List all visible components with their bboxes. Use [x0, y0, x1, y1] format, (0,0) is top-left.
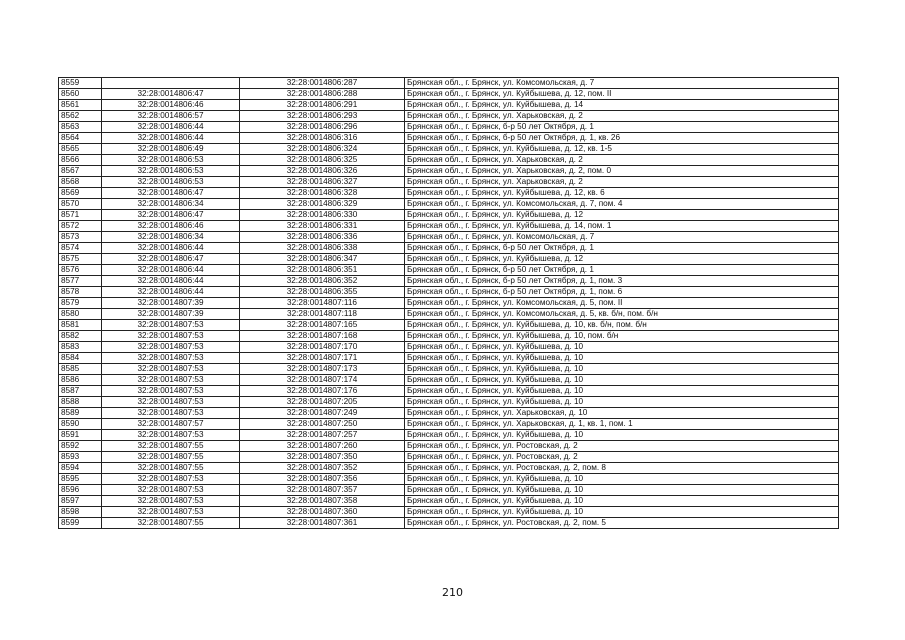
cadastral-number-cell: 32:28:0014806:355 [240, 287, 405, 298]
row-number-cell: 8598 [59, 507, 102, 518]
parent-cadastral-number-cell: 32:28:0014806:46 [102, 221, 240, 232]
row-number-cell: 8588 [59, 397, 102, 408]
table-row [59, 89, 839, 100]
address-cell: Брянская обл., г. Брянск, ул. Харьковская, д. 2 [405, 155, 839, 166]
parent-cadastral-number-cell: 32:28:0014806:49 [102, 144, 240, 155]
table-row [59, 122, 839, 133]
row-number-cell: 8590 [59, 419, 102, 430]
cadastral-number-cell: 32:28:0014806:328 [240, 188, 405, 199]
table-row [59, 507, 839, 518]
cadastral-number-cell: 32:28:0014806:291 [240, 100, 405, 111]
address-cell: Брянская обл., г. Брянск, б-р 50 лет Октября, д. 1 [405, 243, 839, 254]
cadastral-number-cell: 32:28:0014806:327 [240, 177, 405, 188]
table-row [59, 364, 839, 375]
row-number-cell: 8566 [59, 155, 102, 166]
cadastral-number-cell: 32:28:0014807:361 [240, 518, 405, 529]
parent-cadastral-number-cell: 32:28:0014806:47 [102, 254, 240, 265]
parent-cadastral-number-cell: 32:28:0014807:55 [102, 452, 240, 463]
parent-cadastral-number-cell: 32:28:0014807:57 [102, 419, 240, 430]
address-cell: Брянская обл., г. Брянск, ул. Куйбышева, д. 10 [405, 397, 839, 408]
row-number-cell: 8581 [59, 320, 102, 331]
table-row [59, 188, 839, 199]
cadastral-number-cell: 32:28:0014807:116 [240, 298, 405, 309]
table-row [59, 232, 839, 243]
table-row [59, 463, 839, 474]
row-number-cell: 8578 [59, 287, 102, 298]
address-cell: Брянская обл., г. Брянск, ул. Харьковская, д. 2 [405, 177, 839, 188]
address-cell: Брянская обл., г. Брянск, ул. Куйбышева, д. 10 [405, 485, 839, 496]
row-number-cell: 8568 [59, 177, 102, 188]
parent-cadastral-number-cell: 32:28:0014807:53 [102, 397, 240, 408]
parent-cadastral-number-cell: 32:28:0014807:55 [102, 463, 240, 474]
table-row [59, 320, 839, 331]
row-number-cell: 8559 [59, 78, 102, 89]
parent-cadastral-number-cell: 32:28:0014806:44 [102, 276, 240, 287]
cadastral-number-cell: 32:28:0014807:350 [240, 452, 405, 463]
address-cell: Брянская обл., г. Брянск, б-р 50 лет Октября, д. 1 [405, 265, 839, 276]
row-number-cell: 8595 [59, 474, 102, 485]
table-row [59, 78, 839, 89]
cadastral-number-cell: 32:28:0014806:347 [240, 254, 405, 265]
address-cell: Брянская обл., г. Брянск, ул. Куйбышева, д. 10 [405, 496, 839, 507]
table-row [59, 430, 839, 441]
cadastral-number-cell: 32:28:0014807:173 [240, 364, 405, 375]
table-row [59, 342, 839, 353]
parent-cadastral-number-cell: 32:28:0014807:53 [102, 474, 240, 485]
table-row [59, 452, 839, 463]
row-number-cell: 8565 [59, 144, 102, 155]
row-number-cell: 8585 [59, 364, 102, 375]
parent-cadastral-number-cell: 32:28:0014807:53 [102, 320, 240, 331]
cadastral-number-cell: 32:28:0014807:260 [240, 441, 405, 452]
row-number-cell: 8580 [59, 309, 102, 320]
table-row [59, 441, 839, 452]
cadastral-number-cell: 32:28:0014806:293 [240, 111, 405, 122]
table-row [59, 210, 839, 221]
row-number-cell: 8563 [59, 122, 102, 133]
row-number-cell: 8571 [59, 210, 102, 221]
table-row [59, 199, 839, 210]
cadastral-number-cell: 32:28:0014806:352 [240, 276, 405, 287]
table-row [59, 166, 839, 177]
cadastral-number-cell: 32:28:0014807:249 [240, 408, 405, 419]
parent-cadastral-number-cell: 32:28:0014807:55 [102, 441, 240, 452]
table-row [59, 133, 839, 144]
row-number-cell: 8560 [59, 89, 102, 100]
row-number-cell: 8592 [59, 441, 102, 452]
address-cell: Брянская обл., г. Брянск, б-р 50 лет Октября, д. 1 [405, 122, 839, 133]
parent-cadastral-number-cell: 32:28:0014806:47 [102, 210, 240, 221]
address-cell: Брянская обл., г. Брянск, ул. Харьковская, д. 10 [405, 408, 839, 419]
parent-cadastral-number-cell: 32:28:0014806:46 [102, 100, 240, 111]
parent-cadastral-number-cell: 32:28:0014806:44 [102, 122, 240, 133]
parent-cadastral-number-cell: 32:28:0014806:53 [102, 166, 240, 177]
parent-cadastral-number-cell: 32:28:0014807:53 [102, 342, 240, 353]
table-row [59, 265, 839, 276]
address-cell: Брянская обл., г. Брянск, б-р 50 лет Октября, д. 1, пом. 3 [405, 276, 839, 287]
address-cell: Брянская обл., г. Брянск, ул. Куйбышева, д. 10 [405, 430, 839, 441]
cadastral-number-cell: 32:28:0014806:336 [240, 232, 405, 243]
row-number-cell: 8586 [59, 375, 102, 386]
table-row [59, 397, 839, 408]
row-number-cell: 8594 [59, 463, 102, 474]
registry-table [58, 77, 839, 529]
cadastral-number-cell: 32:28:0014807:118 [240, 309, 405, 320]
cadastral-number-cell: 32:28:0014807:168 [240, 331, 405, 342]
table-row [59, 144, 839, 155]
parent-cadastral-number-cell: 32:28:0014806:53 [102, 177, 240, 188]
table-row [59, 386, 839, 397]
table-row [59, 309, 839, 320]
table-row [59, 254, 839, 265]
parent-cadastral-number-cell: 32:28:0014807:53 [102, 430, 240, 441]
parent-cadastral-number-cell: 32:28:0014807:39 [102, 309, 240, 320]
parent-cadastral-number-cell: 32:28:0014806:57 [102, 111, 240, 122]
address-cell: Брянская обл., г. Брянск, б-р 50 лет Октября, д. 1, пом. 6 [405, 287, 839, 298]
row-number-cell: 8576 [59, 265, 102, 276]
cadastral-number-cell: 32:28:0014807:357 [240, 485, 405, 496]
row-number-cell: 8579 [59, 298, 102, 309]
address-cell: Брянская обл., г. Брянск, ул. Куйбышева, д. 10 [405, 386, 839, 397]
cadastral-number-cell: 32:28:0014807:352 [240, 463, 405, 474]
cadastral-number-cell: 32:28:0014807:356 [240, 474, 405, 485]
cadastral-number-cell: 32:28:0014807:174 [240, 375, 405, 386]
row-number-cell: 8574 [59, 243, 102, 254]
row-number-cell: 8575 [59, 254, 102, 265]
cadastral-number-cell: 32:28:0014806:288 [240, 89, 405, 100]
table-row [59, 496, 839, 507]
table-row [59, 353, 839, 364]
row-number-cell: 8584 [59, 353, 102, 364]
address-cell: Брянская обл., г. Брянск, ул. Куйбышева, д. 14, пом. 1 [405, 221, 839, 232]
table-row [59, 408, 839, 419]
cadastral-number-cell: 32:28:0014807:165 [240, 320, 405, 331]
cadastral-number-cell: 32:28:0014806:287 [240, 78, 405, 89]
address-cell: Брянская обл., г. Брянск, ул. Ростовская, д. 2, пом. 8 [405, 463, 839, 474]
table-row [59, 298, 839, 309]
address-cell: Брянская обл., г. Брянск, ул. Куйбышева, д. 10 [405, 353, 839, 364]
table-row [59, 485, 839, 496]
parent-cadastral-number-cell: 32:28:0014807:53 [102, 496, 240, 507]
row-number-cell: 8597 [59, 496, 102, 507]
address-cell: Брянская обл., г. Брянск, б-р 50 лет Октября, д. 1, кв. 26 [405, 133, 839, 144]
address-cell: Брянская обл., г. Брянск, ул. Куйбышева, д. 12 [405, 210, 839, 221]
row-number-cell: 8596 [59, 485, 102, 496]
address-cell: Брянская обл., г. Брянск, ул. Куйбышева, д. 10, пом. б/н [405, 331, 839, 342]
address-cell: Брянская обл., г. Брянск, ул. Куйбышева, д. 12 [405, 254, 839, 265]
parent-cadastral-number-cell: 32:28:0014807:53 [102, 331, 240, 342]
registry-table-body [59, 78, 839, 529]
cadastral-number-cell: 32:28:0014807:170 [240, 342, 405, 353]
address-cell: Брянская обл., г. Брянск, ул. Комсомольская, д. 7, пом. 4 [405, 199, 839, 210]
table-row [59, 111, 839, 122]
address-cell: Брянская обл., г. Брянск, ул. Куйбышева, д. 10, кв. б/н, пом. б/н [405, 320, 839, 331]
parent-cadastral-number-cell: 32:28:0014806:34 [102, 232, 240, 243]
row-number-cell: 8572 [59, 221, 102, 232]
address-cell: Брянская обл., г. Брянск, ул. Куйбышева, д. 10 [405, 474, 839, 485]
address-cell: Брянская обл., г. Брянск, ул. Ростовская, д. 2 [405, 441, 839, 452]
table-row [59, 419, 839, 430]
row-number-cell: 8582 [59, 331, 102, 342]
address-cell: Брянская обл., г. Брянск, ул. Куйбышева, д. 12, кв. 6 [405, 188, 839, 199]
cadastral-number-cell: 32:28:0014806:325 [240, 155, 405, 166]
cadastral-number-cell: 32:28:0014806:338 [240, 243, 405, 254]
cadastral-number-cell: 32:28:0014806:351 [240, 265, 405, 276]
parent-cadastral-number-cell: 32:28:0014806:44 [102, 287, 240, 298]
cadastral-number-cell: 32:28:0014807:358 [240, 496, 405, 507]
row-number-cell: 8599 [59, 518, 102, 529]
address-cell: Брянская обл., г. Брянск, ул. Харьковская, д. 2 [405, 111, 839, 122]
cadastral-number-cell: 32:28:0014807:176 [240, 386, 405, 397]
address-cell: Брянская обл., г. Брянск, ул. Комсомольская, д. 5, пом. II [405, 298, 839, 309]
cadastral-number-cell: 32:28:0014806:316 [240, 133, 405, 144]
parent-cadastral-number-cell: 32:28:0014806:44 [102, 243, 240, 254]
parent-cadastral-number-cell: 32:28:0014807:53 [102, 507, 240, 518]
row-number-cell: 8589 [59, 408, 102, 419]
parent-cadastral-number-cell: 32:28:0014807:53 [102, 408, 240, 419]
cadastral-number-cell: 32:28:0014806:296 [240, 122, 405, 133]
row-number-cell: 8587 [59, 386, 102, 397]
cadastral-number-cell: 32:28:0014807:250 [240, 419, 405, 430]
row-number-cell: 8577 [59, 276, 102, 287]
parent-cadastral-number-cell: 32:28:0014807:39 [102, 298, 240, 309]
cadastral-number-cell: 32:28:0014807:205 [240, 397, 405, 408]
table-row [59, 100, 839, 111]
row-number-cell: 8561 [59, 100, 102, 111]
row-number-cell: 8562 [59, 111, 102, 122]
table-row [59, 276, 839, 287]
page-number: 210 [442, 586, 463, 599]
address-cell: Брянская обл., г. Брянск, ул. Комсомольская, д. 7 [405, 78, 839, 89]
address-cell: Брянская обл., г. Брянск, ул. Куйбышева, д. 14 [405, 100, 839, 111]
table-row [59, 155, 839, 166]
table-row [59, 331, 839, 342]
cadastral-number-cell: 32:28:0014806:326 [240, 166, 405, 177]
address-cell: Брянская обл., г. Брянск, ул. Куйбышева, д. 12, пом. II [405, 89, 839, 100]
parent-cadastral-number-cell: 32:28:0014807:53 [102, 386, 240, 397]
address-cell: Брянская обл., г. Брянск, ул. Куйбышева, д. 10 [405, 507, 839, 518]
table-row [59, 177, 839, 188]
row-number-cell: 8570 [59, 199, 102, 210]
row-number-cell: 8573 [59, 232, 102, 243]
address-cell: Брянская обл., г. Брянск, ул. Ростовская, д. 2 [405, 452, 839, 463]
parent-cadastral-number-cell: 32:28:0014807:53 [102, 364, 240, 375]
row-number-cell: 8564 [59, 133, 102, 144]
address-cell: Брянская обл., г. Брянск, ул. Харьковская, д. 2, пом. 0 [405, 166, 839, 177]
parent-cadastral-number-cell: 32:28:0014806:53 [102, 155, 240, 166]
cadastral-number-cell: 32:28:0014807:360 [240, 507, 405, 518]
cadastral-number-cell: 32:28:0014806:331 [240, 221, 405, 232]
address-cell: Брянская обл., г. Брянск, ул. Куйбышева, д. 10 [405, 364, 839, 375]
row-number-cell: 8593 [59, 452, 102, 463]
cadastral-number-cell: 32:28:0014806:329 [240, 199, 405, 210]
parent-cadastral-number-cell: 32:28:0014806:34 [102, 199, 240, 210]
parent-cadastral-number-cell: 32:28:0014806:44 [102, 265, 240, 276]
parent-cadastral-number-cell: 32:28:0014807:53 [102, 353, 240, 364]
parent-cadastral-number-cell: 32:28:0014806:47 [102, 89, 240, 100]
address-cell: Брянская обл., г. Брянск, ул. Куйбышева, д. 12, кв. 1-5 [405, 144, 839, 155]
table-row [59, 243, 839, 254]
address-cell: Брянская обл., г. Брянск, ул. Комсомольская, д. 7 [405, 232, 839, 243]
table-row [59, 375, 839, 386]
address-cell: Брянская обл., г. Брянск, ул. Куйбышева, д. 10 [405, 375, 839, 386]
parent-cadastral-number-cell [102, 78, 240, 89]
address-cell: Брянская обл., г. Брянск, ул. Харьковская, д. 1, кв. 1, пом. 1 [405, 419, 839, 430]
cadastral-number-cell: 32:28:0014807:171 [240, 353, 405, 364]
cadastral-number-cell: 32:28:0014806:324 [240, 144, 405, 155]
parent-cadastral-number-cell: 32:28:0014807:53 [102, 485, 240, 496]
row-number-cell: 8567 [59, 166, 102, 177]
row-number-cell: 8591 [59, 430, 102, 441]
cadastral-number-cell: 32:28:0014806:330 [240, 210, 405, 221]
row-number-cell: 8569 [59, 188, 102, 199]
table-row [59, 287, 839, 298]
cadastral-number-cell: 32:28:0014807:257 [240, 430, 405, 441]
address-cell: Брянская обл., г. Брянск, ул. Ростовская, д. 2, пом. 5 [405, 518, 839, 529]
address-cell: Брянская обл., г. Брянск, ул. Куйбышева, д. 10 [405, 342, 839, 353]
parent-cadastral-number-cell: 32:28:0014806:47 [102, 188, 240, 199]
parent-cadastral-number-cell: 32:28:0014806:44 [102, 133, 240, 144]
table-row [59, 518, 839, 529]
table-row [59, 474, 839, 485]
parent-cadastral-number-cell: 32:28:0014807:55 [102, 518, 240, 529]
table-row [59, 221, 839, 232]
parent-cadastral-number-cell: 32:28:0014807:53 [102, 375, 240, 386]
row-number-cell: 8583 [59, 342, 102, 353]
address-cell: Брянская обл., г. Брянск, ул. Комсомольская, д. 5, кв. б/н, пом. б/н [405, 309, 839, 320]
